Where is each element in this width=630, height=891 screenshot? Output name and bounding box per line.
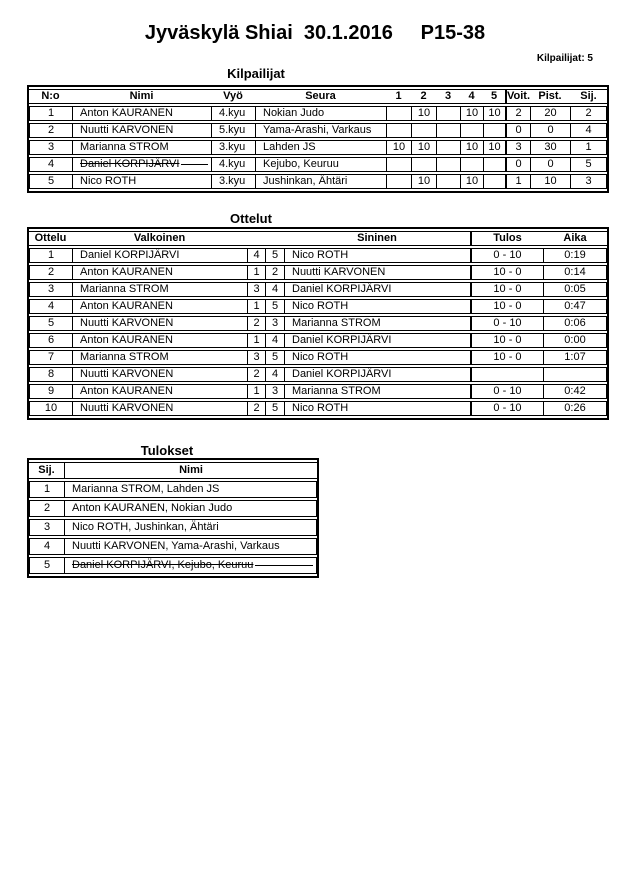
header-row bbox=[29, 89, 607, 104]
cell-result-name: Marianna STROM, Lahden JS bbox=[64, 481, 317, 498]
table-row bbox=[29, 157, 607, 172]
participants-count: Kilpailijat: 5 bbox=[536, 53, 593, 64]
page-title: Jyväskylä Shiai 30.1.2016 P15-38 bbox=[144, 22, 486, 44]
cell-result-name bbox=[64, 557, 317, 574]
cell-score: 10 - 0 bbox=[470, 333, 543, 348]
cell-competitor-number: 5 bbox=[29, 174, 72, 189]
cell-white-name: Nuutti KARVONEN bbox=[72, 316, 247, 331]
cell-wins: 3 bbox=[505, 140, 530, 155]
cell-blue-number: 3 bbox=[265, 384, 284, 399]
cell-belt: 3.kyu bbox=[211, 174, 255, 189]
cell-points: 0 bbox=[530, 123, 570, 138]
col-opp5: 5 bbox=[483, 89, 505, 104]
cell-blue-number: 5 bbox=[265, 401, 284, 416]
col-belt: Vyö bbox=[211, 89, 255, 104]
cell-placement: 4 bbox=[570, 123, 607, 138]
cell-match-number: 8 bbox=[29, 367, 72, 382]
cell-points: 30 bbox=[530, 140, 570, 155]
cell-time: 0:00 bbox=[543, 333, 607, 348]
cell-placement: 1 bbox=[29, 481, 64, 498]
cell-belt: 3.kyu bbox=[211, 140, 255, 155]
cell-points: 20 bbox=[530, 106, 570, 121]
cell-blue-number: 5 bbox=[265, 299, 284, 314]
cell-blue-number: 4 bbox=[265, 367, 284, 382]
cell-result-name: Nuutti KARVONEN, Yama-Arashi, Varkaus bbox=[64, 538, 317, 555]
cell-blue-number: 3 bbox=[265, 316, 284, 331]
section-heading-ottelut: Ottelut bbox=[230, 211, 272, 226]
section-heading-tulokset: Tulokset bbox=[140, 443, 194, 458]
cell-white-number: 4 bbox=[247, 248, 265, 263]
col-blue-number bbox=[265, 231, 284, 246]
cell-result-2 bbox=[411, 157, 436, 172]
struck-name: Daniel KORPIJÄRVI bbox=[80, 158, 180, 170]
final-results-table bbox=[27, 458, 319, 578]
cell-result-5 bbox=[483, 123, 505, 138]
cell-match-number: 1 bbox=[29, 248, 72, 263]
cell-competitor-number: 2 bbox=[29, 123, 72, 138]
cell-belt: 4.kyu bbox=[211, 157, 255, 172]
cell-blue-name: Daniel KORPIJÄRVI bbox=[284, 367, 470, 382]
cell-result-5: 10 bbox=[483, 140, 505, 155]
table-row bbox=[29, 500, 317, 517]
matches-table bbox=[27, 227, 609, 420]
cell-club: Kejubo, Keuruu bbox=[255, 157, 386, 172]
table-row bbox=[29, 140, 607, 155]
cell-blue-name: Daniel KORPIJÄRVI bbox=[284, 333, 470, 348]
cell-competitor-name: Marianna STROM bbox=[72, 140, 211, 155]
cell-white-name: Nuutti KARVONEN bbox=[72, 401, 247, 416]
table-row bbox=[29, 350, 607, 365]
cell-result-4 bbox=[460, 157, 483, 172]
col-score: Tulos bbox=[470, 231, 543, 246]
cell-white-number: 3 bbox=[247, 282, 265, 297]
col-opp1: 1 bbox=[386, 89, 411, 104]
table-row bbox=[29, 481, 317, 498]
cell-competitor-number: 1 bbox=[29, 106, 72, 121]
cell-blue-name: Nico ROTH bbox=[284, 401, 470, 416]
cell-wins: 0 bbox=[505, 123, 530, 138]
cell-club: Nokian Judo bbox=[255, 106, 386, 121]
cell-match-number: 4 bbox=[29, 299, 72, 314]
cell-blue-number: 2 bbox=[265, 265, 284, 280]
cell-result-1 bbox=[386, 157, 411, 172]
cell-score: 10 - 0 bbox=[470, 265, 543, 280]
cell-match-number: 2 bbox=[29, 265, 72, 280]
cell-result-1: 10 bbox=[386, 140, 411, 155]
cell-points: 0 bbox=[530, 157, 570, 172]
cell-result-4 bbox=[460, 123, 483, 138]
col-name: Nimi bbox=[72, 89, 211, 104]
cell-white-number: 2 bbox=[247, 316, 265, 331]
cell-blue-name: Marianna STROM bbox=[284, 316, 470, 331]
col-opp2: 2 bbox=[411, 89, 436, 104]
cell-result-1 bbox=[386, 174, 411, 189]
cell-score: 10 - 0 bbox=[470, 299, 543, 314]
cell-match-number: 3 bbox=[29, 282, 72, 297]
col-club: Seura bbox=[255, 89, 386, 104]
table-row bbox=[29, 401, 607, 416]
cell-result-1 bbox=[386, 106, 411, 121]
cell-score: 0 - 10 bbox=[470, 401, 543, 416]
table-row bbox=[29, 367, 607, 382]
table-row bbox=[29, 123, 607, 138]
cell-club: Lahden JS bbox=[255, 140, 386, 155]
cell-placement: 2 bbox=[570, 106, 607, 121]
cell-result-3 bbox=[436, 174, 460, 189]
cell-white-number: 1 bbox=[247, 299, 265, 314]
cell-placement: 3 bbox=[570, 174, 607, 189]
cell-result-2: 10 bbox=[411, 140, 436, 155]
col-opp3: 3 bbox=[436, 89, 460, 104]
cell-white-name: Marianna STROM bbox=[72, 282, 247, 297]
cell-result-2: 10 bbox=[411, 106, 436, 121]
cell-result-3 bbox=[436, 123, 460, 138]
col-placement: Sij. bbox=[29, 462, 64, 479]
cell-score: 0 - 10 bbox=[470, 248, 543, 263]
cell-result-4: 10 bbox=[460, 106, 483, 121]
cell-points: 10 bbox=[530, 174, 570, 189]
table-row bbox=[29, 106, 607, 121]
cell-result-5 bbox=[483, 157, 505, 172]
cell-time: 1:07 bbox=[543, 350, 607, 365]
cell-white-name: Anton KAURANEN bbox=[72, 333, 247, 348]
cell-white-number: 1 bbox=[247, 384, 265, 399]
cell-belt: 4.kyu bbox=[211, 106, 255, 121]
cell-result-2: 10 bbox=[411, 174, 436, 189]
cell-match-number: 7 bbox=[29, 350, 72, 365]
table-row bbox=[29, 299, 607, 314]
cell-white-name: Anton KAURANEN bbox=[72, 299, 247, 314]
cell-time bbox=[543, 367, 607, 382]
cell-white-name: Marianna STROM bbox=[72, 350, 247, 365]
cell-score: 0 - 10 bbox=[470, 384, 543, 399]
cell-time: 0:42 bbox=[543, 384, 607, 399]
table-row bbox=[29, 384, 607, 399]
table-row bbox=[29, 316, 607, 331]
header-row bbox=[29, 462, 317, 479]
cell-result-3 bbox=[436, 106, 460, 121]
col-opp4: 4 bbox=[460, 89, 483, 104]
table-row bbox=[29, 248, 607, 263]
table-row bbox=[29, 333, 607, 348]
strike-line bbox=[181, 164, 208, 165]
col-name: Nimi bbox=[64, 462, 317, 479]
cell-placement: 2 bbox=[29, 500, 64, 517]
cell-blue-name: Nuutti KARVONEN bbox=[284, 265, 470, 280]
cell-score: 10 - 0 bbox=[470, 350, 543, 365]
cell-time: 0:47 bbox=[543, 299, 607, 314]
cell-white-number: 2 bbox=[247, 367, 265, 382]
cell-placement: 1 bbox=[570, 140, 607, 155]
cell-time: 0:26 bbox=[543, 401, 607, 416]
cell-result-3 bbox=[436, 140, 460, 155]
cell-white-name: Daniel KORPIJÄRVI bbox=[72, 248, 247, 263]
header-row bbox=[29, 231, 607, 246]
cell-result-1 bbox=[386, 123, 411, 138]
table-row bbox=[29, 519, 317, 536]
col-blue: Sininen bbox=[284, 231, 470, 246]
cell-result-name: Nico ROTH, Jushinkan, Ähtäri bbox=[64, 519, 317, 536]
col-time: Aika bbox=[543, 231, 607, 246]
cell-placement: 4 bbox=[29, 538, 64, 555]
cell-placement: 3 bbox=[29, 519, 64, 536]
cell-time: 0:05 bbox=[543, 282, 607, 297]
col-white: Valkoinen bbox=[72, 231, 247, 246]
cell-white-name: Anton KAURANEN bbox=[72, 384, 247, 399]
cell-white-number: 3 bbox=[247, 350, 265, 365]
table-row bbox=[29, 174, 607, 189]
cell-score bbox=[470, 367, 543, 382]
col-wins: Voit. bbox=[507, 90, 531, 102]
cell-result-4: 10 bbox=[460, 174, 483, 189]
cell-blue-number: 4 bbox=[265, 282, 284, 297]
col-white-number bbox=[247, 231, 265, 246]
strike-line bbox=[255, 565, 313, 566]
table-row bbox=[29, 557, 317, 574]
cell-match-number: 10 bbox=[29, 401, 72, 416]
cell-blue-name: Daniel KORPIJÄRVI bbox=[284, 282, 470, 297]
cell-time: 0:06 bbox=[543, 316, 607, 331]
cell-white-name: Anton KAURANEN bbox=[72, 265, 247, 280]
cell-result-3 bbox=[436, 157, 460, 172]
cell-placement: 5 bbox=[29, 557, 64, 574]
cell-blue-number: 5 bbox=[265, 248, 284, 263]
cell-competitor-name: Nico ROTH bbox=[72, 174, 211, 189]
cell-score: 0 - 10 bbox=[470, 316, 543, 331]
cell-blue-number: 4 bbox=[265, 333, 284, 348]
col-number: N:o bbox=[29, 89, 72, 104]
cell-belt: 5.kyu bbox=[211, 123, 255, 138]
cell-result-name: Anton KAURANEN, Nokian Judo bbox=[64, 500, 317, 517]
cell-white-number: 1 bbox=[247, 265, 265, 280]
cell-time: 0:19 bbox=[543, 248, 607, 263]
cell-result-2 bbox=[411, 123, 436, 138]
section-heading-kilpailijat: Kilpailijat bbox=[227, 66, 285, 81]
cell-white-number: 1 bbox=[247, 333, 265, 348]
col-points: Pist. bbox=[530, 89, 570, 104]
withdrawn-entry bbox=[72, 559, 316, 572]
cell-blue-name: Nico ROTH bbox=[284, 248, 470, 263]
cell-blue-number: 5 bbox=[265, 350, 284, 365]
cell-wins: 2 bbox=[505, 106, 530, 121]
col-match: Ottelu bbox=[29, 231, 72, 246]
cell-time: 0:14 bbox=[543, 265, 607, 280]
cell-result-4: 10 bbox=[460, 140, 483, 155]
struck-name: Daniel KORPIJÄRVI, Kejubo, Keuruu bbox=[72, 559, 254, 571]
cell-blue-name: Nico ROTH bbox=[284, 299, 470, 314]
cell-result-5 bbox=[483, 174, 505, 189]
table-row bbox=[29, 538, 317, 555]
table-row bbox=[29, 265, 607, 280]
cell-competitor-name: Anton KAURANEN bbox=[72, 106, 211, 121]
cell-placement: 5 bbox=[570, 157, 607, 172]
cell-club: Yama-Arashi, Varkaus bbox=[255, 123, 386, 138]
cell-score: 10 - 0 bbox=[470, 282, 543, 297]
cell-competitor-number: 4 bbox=[29, 157, 72, 172]
withdrawn-entry bbox=[80, 158, 211, 171]
cell-match-number: 6 bbox=[29, 333, 72, 348]
cell-competitor-name bbox=[72, 157, 211, 172]
col-placement: Sij. bbox=[570, 89, 607, 104]
cell-competitor-name: Nuutti KARVONEN bbox=[72, 123, 211, 138]
cell-white-number: 2 bbox=[247, 401, 265, 416]
table-row bbox=[29, 282, 607, 297]
cell-wins: 1 bbox=[505, 174, 530, 189]
cell-blue-name: Marianna STROM bbox=[284, 384, 470, 399]
cell-match-number: 5 bbox=[29, 316, 72, 331]
cell-match-number: 9 bbox=[29, 384, 72, 399]
cell-result-5: 10 bbox=[483, 106, 505, 121]
cell-competitor-number: 3 bbox=[29, 140, 72, 155]
cell-white-name: Nuutti KARVONEN bbox=[72, 367, 247, 382]
cell-club: Jushinkan, Ähtäri bbox=[255, 174, 386, 189]
cell-blue-name: Nico ROTH bbox=[284, 350, 470, 365]
competitors-table bbox=[27, 85, 609, 193]
cell-wins: 0 bbox=[505, 157, 530, 172]
